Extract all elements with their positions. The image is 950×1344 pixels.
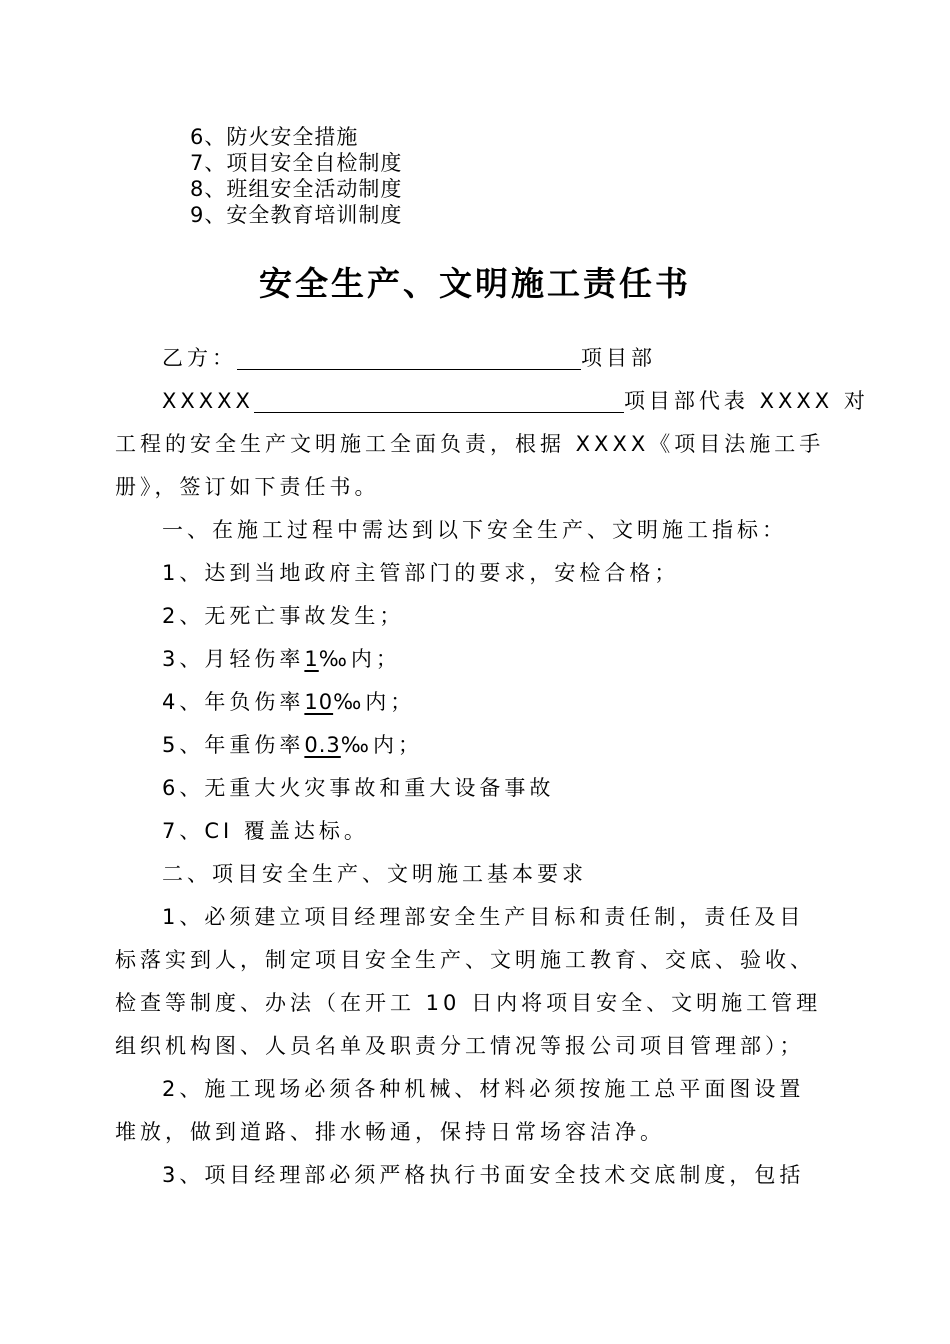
- representative-blank-field: [254, 386, 624, 413]
- requirement-line: 堆放，做到道路、排水畅通，保持日常场容洁净。: [115, 1120, 665, 1144]
- representative-line: [162, 386, 869, 416]
- indicator-item: 3、月轻伤率1‰内；: [162, 647, 401, 671]
- representative-suffix: 项目部代表 XXXX 对: [623, 389, 869, 413]
- list-item: 6、防火安全措施: [190, 125, 359, 149]
- section2-heading: 二、项目安全生产、文明施工基本要求: [162, 862, 587, 886]
- requirement-line: 组织机构图、人员名单及职责分工情况等报公司项目管理部）；: [115, 1034, 805, 1058]
- document-title: 安全生产、文明施工责任书: [259, 264, 691, 303]
- requirement-line: 1、必须建立项目经理部安全生产目标和责任制，责任及目: [162, 905, 805, 929]
- underlined-value: 10: [304, 690, 334, 714]
- party-b-blank-field: [237, 343, 581, 370]
- indicator-item: 7、CI 覆盖达标。: [162, 819, 369, 843]
- party-b-suffix: 项目部: [581, 346, 656, 370]
- list-item: 7、项目安全自检制度: [190, 151, 403, 175]
- indicator-item: 4、年负伤率10‰内；: [162, 690, 416, 714]
- indicator-item: 6、无重大火灾事故和重大设备事故: [162, 776, 555, 800]
- indicator-item: 1、达到当地政府主管部门的要求，安检合格；: [162, 561, 680, 585]
- requirement-line: 3、项目经理部必须严格执行书面安全技术交底制度，包括: [162, 1163, 805, 1187]
- underlined-value: 0.3: [304, 733, 341, 757]
- party-b-label: 乙方：: [162, 346, 237, 370]
- list-item: 8、班组安全活动制度: [190, 177, 403, 201]
- indicator-item: 2、无死亡事故发生；: [162, 604, 405, 628]
- section1-heading: 一、在施工过程中需达到以下安全生产、文明施工指标：: [162, 518, 787, 542]
- requirement-line: 标落实到人，制定项目安全生产、文明施工教育、交底、验收、: [115, 948, 815, 972]
- intro-line: 工程的安全生产文明施工全面负责，根据 XXXX《项目法施工手: [115, 432, 825, 456]
- representative-name: XXXXX: [162, 389, 254, 413]
- requirement-line: 检查等制度、办法（在开工 10 日内将项目安全、文明施工管理: [115, 991, 822, 1015]
- intro-line: 册》，签订如下责任书。: [115, 475, 380, 499]
- underlined-value: 1: [304, 647, 319, 671]
- list-item: 9、安全教育培训制度: [190, 203, 403, 227]
- party-b-line: [162, 343, 656, 373]
- indicator-item: 5、年重伤率0.3‰内；: [162, 733, 423, 757]
- requirement-line: 2、施工现场必须各种机械、材料必须按施工总平面图设置: [162, 1077, 805, 1101]
- measures-list: [190, 124, 402, 228]
